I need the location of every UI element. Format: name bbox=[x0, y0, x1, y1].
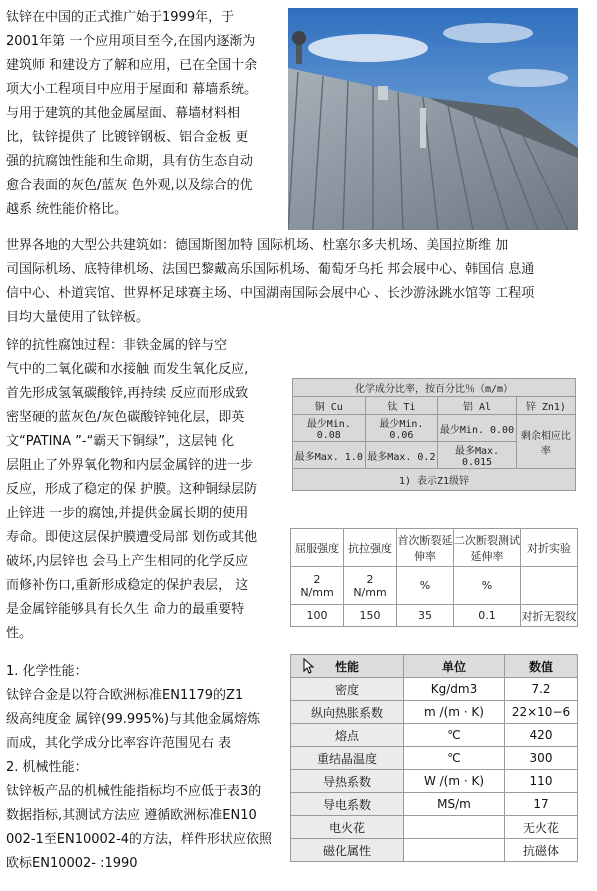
table-header: 对折实验 bbox=[521, 529, 578, 567]
table-title: 化学成分比率，按百分比％（m/m） bbox=[293, 379, 576, 397]
table-cell: % bbox=[397, 567, 454, 605]
text-line: 气中的二氧化碳和水接触 而发生氧化反应, bbox=[6, 362, 249, 377]
property-unit: Kg/dm3 bbox=[404, 678, 505, 701]
table-cell: 35 bbox=[397, 605, 454, 627]
table-header: 锌 Zn1) bbox=[516, 397, 575, 415]
text-line: 建筑师 和建设方了解和应用，已在全国十余 bbox=[6, 58, 258, 73]
property-name: 熔点 bbox=[291, 724, 404, 747]
corrosion-paragraph bbox=[6, 334, 257, 646]
table-cell: 剩余相应比率 bbox=[516, 415, 575, 469]
text-line: 级高纯度金 属锌(99.995%)与其他金属熔炼 bbox=[6, 712, 261, 727]
table-header: 单位 bbox=[404, 655, 505, 678]
property-value: 17 bbox=[505, 793, 578, 816]
table-header: 数值 bbox=[505, 655, 578, 678]
text-line: 而成，其化学成分比率容许范围见右 表 bbox=[6, 736, 232, 751]
property-value: 110 bbox=[505, 770, 578, 793]
property-name: 重结晶温度 bbox=[291, 747, 404, 770]
chemical-composition-table bbox=[292, 378, 576, 491]
property-name: 纵向热胀系数 bbox=[291, 701, 404, 724]
text-line: 世界各地的大型公共建筑如：德国斯图加特 国际机场、杜塞尔多夫机场、美国拉斯维 加 bbox=[6, 238, 509, 253]
property-unit bbox=[404, 816, 505, 839]
text-line: 比，钛锌提供了 比镀锌钢板、铝合金板 更 bbox=[6, 130, 249, 145]
property-unit: m /(m · K) bbox=[404, 701, 505, 724]
table-header: 屈服强度 bbox=[291, 529, 344, 567]
projects-paragraph bbox=[6, 234, 534, 330]
table-header: 铝 Al bbox=[438, 397, 517, 415]
text-line: 002-1至EN10002-4的方法，样件形状应依照 bbox=[6, 832, 273, 847]
text-line: 与用于建筑的其他金属屋面、幕墙材料相 bbox=[6, 106, 241, 121]
header-label: 性能 bbox=[334, 659, 359, 674]
property-name: 磁化属性 bbox=[291, 839, 404, 862]
text-line: 越系 统性能价格比。 bbox=[6, 202, 128, 217]
text-line: 信中心、朴道宾馆、世界杯足球赛主场、中国湖南国际会展中心 、长沙游泳跳水馆等 工程项 bbox=[6, 286, 535, 301]
properties-paragraph bbox=[6, 660, 272, 876]
property-name: 电火花 bbox=[291, 816, 404, 839]
text-line: 密坚硬的蓝灰色/灰色碳酸锌钝化层，即英 bbox=[6, 410, 245, 425]
text-line: 目均大量使用了钛锌板。 bbox=[6, 310, 150, 325]
property-name: 导电系数 bbox=[291, 793, 404, 816]
section-heading: 2. 机械性能： bbox=[6, 760, 88, 775]
section-heading: 1. 化学性能： bbox=[6, 664, 88, 679]
property-value: 420 bbox=[505, 724, 578, 747]
text-line: 反应，形成了稳定的保 护膜。这种铜绿层防 bbox=[6, 482, 258, 497]
text-line: 钛锌板产品的机械性能指标均不应低于表3的 bbox=[6, 784, 262, 799]
property-value: 抗磁体 bbox=[505, 839, 578, 862]
table-cell: 最多Max. 1.0 bbox=[293, 442, 366, 469]
table-header: 抗拉强度 bbox=[344, 529, 397, 567]
text-line: 钛锌合金是以符合欧洲标准EN1179的Z1 bbox=[6, 688, 244, 703]
text-line: 而修补伤口,重新形成稳定的保护表层， 这 bbox=[6, 578, 249, 593]
property-unit: MS/m bbox=[404, 793, 505, 816]
table-header: 钛 Ti bbox=[365, 397, 438, 415]
roof-photo-illustration bbox=[288, 8, 578, 230]
table-header: 铜 Cu bbox=[293, 397, 366, 415]
property-unit: W /(m · K) bbox=[404, 770, 505, 793]
text-line: 钛锌在中国的正式推广始于1999年，于 bbox=[6, 10, 235, 25]
text-line: 2001年第 一个应用项目至今,在国内逐渐为 bbox=[6, 34, 256, 49]
text-line: 愈合表面的灰色/蓝灰 色外观,以及综合的优 bbox=[6, 178, 253, 193]
text-line: 数据指标,其测试方法应 遵循欧洲标准EN10 bbox=[6, 808, 257, 823]
property-unit: ℃ bbox=[404, 724, 505, 747]
property-name: 导热系数 bbox=[291, 770, 404, 793]
zinc-roof-photo bbox=[288, 8, 578, 230]
table-cell bbox=[521, 567, 578, 605]
table-cell: 最少Min. 0.08 bbox=[293, 415, 366, 442]
table-cell: 100 bbox=[291, 605, 344, 627]
text-line: 寿命。即使这层保护膜遭受局部 划伤或其他 bbox=[6, 530, 258, 545]
table-cell: 对折无裂纹 bbox=[521, 605, 578, 627]
table-cell: 最少Min. 0.00 bbox=[438, 415, 517, 442]
property-unit bbox=[404, 839, 505, 862]
text-line: 强的抗腐蚀性能和生命期，具有仿生态自动 bbox=[6, 154, 254, 169]
table-note: 1) 表示Z1级锌 bbox=[293, 469, 576, 491]
intro-paragraph bbox=[6, 6, 257, 222]
text-line: 破坏,内层锌也 会马上产生相同的化学反应 bbox=[6, 554, 249, 569]
table-cell: 最少Min. 0.06 bbox=[365, 415, 438, 442]
text-line: 欧标EN10002- :1990 bbox=[6, 856, 138, 871]
property-value: 300 bbox=[505, 747, 578, 770]
property-name: 密度 bbox=[291, 678, 404, 701]
physical-properties-table bbox=[290, 654, 578, 862]
property-value: 22×10−6 bbox=[505, 701, 578, 724]
table-cell: 2 N/mm bbox=[344, 567, 397, 605]
table-cell: 0.1 bbox=[454, 605, 521, 627]
table-cell: 2 N/mm bbox=[291, 567, 344, 605]
text-line: 文“PATINA ”-“霸天下铜绿”，这层钝 化 bbox=[6, 434, 235, 449]
text-line: 层阻止了外界氧化物和内层金属锌的进一步 bbox=[6, 458, 254, 473]
property-unit: ℃ bbox=[404, 747, 505, 770]
table-cell: % bbox=[454, 567, 521, 605]
table-cell: 150 bbox=[344, 605, 397, 627]
table-header: 二次断裂测试延伸率 bbox=[454, 529, 521, 567]
table-header bbox=[291, 655, 404, 678]
mouse-pointer-icon bbox=[303, 658, 315, 674]
mechanical-properties-table bbox=[290, 528, 578, 627]
text-line: 项大小工程项目中应用于屋面和 幕墙系统。 bbox=[6, 82, 258, 97]
text-line: 司国际机场、底特律机场、法国巴黎戴高乐国际机场、葡萄牙乌托 邦会展中心、韩国信 息通 bbox=[6, 262, 535, 277]
table-cell: 最多Max. 0.2 bbox=[365, 442, 438, 469]
text-line: 性。 bbox=[6, 626, 33, 641]
text-line: 首先形成氢氧碳酸锌,再持续 反应而形成致 bbox=[6, 386, 249, 401]
text-line: 止锌进 一步的腐蚀,并提供金属长期的使用 bbox=[6, 506, 249, 521]
property-value: 无火花 bbox=[505, 816, 578, 839]
table-cell: 最多Max. 0.015 bbox=[438, 442, 517, 469]
property-value: 7.2 bbox=[505, 678, 578, 701]
text-line: 锌的抗性腐蚀过程：非铁金属的锌与空 bbox=[6, 338, 228, 353]
text-line: 是金属锌能够具有长久生 命力的最重要特 bbox=[6, 602, 245, 617]
table-header: 首次断裂延伸率 bbox=[397, 529, 454, 567]
